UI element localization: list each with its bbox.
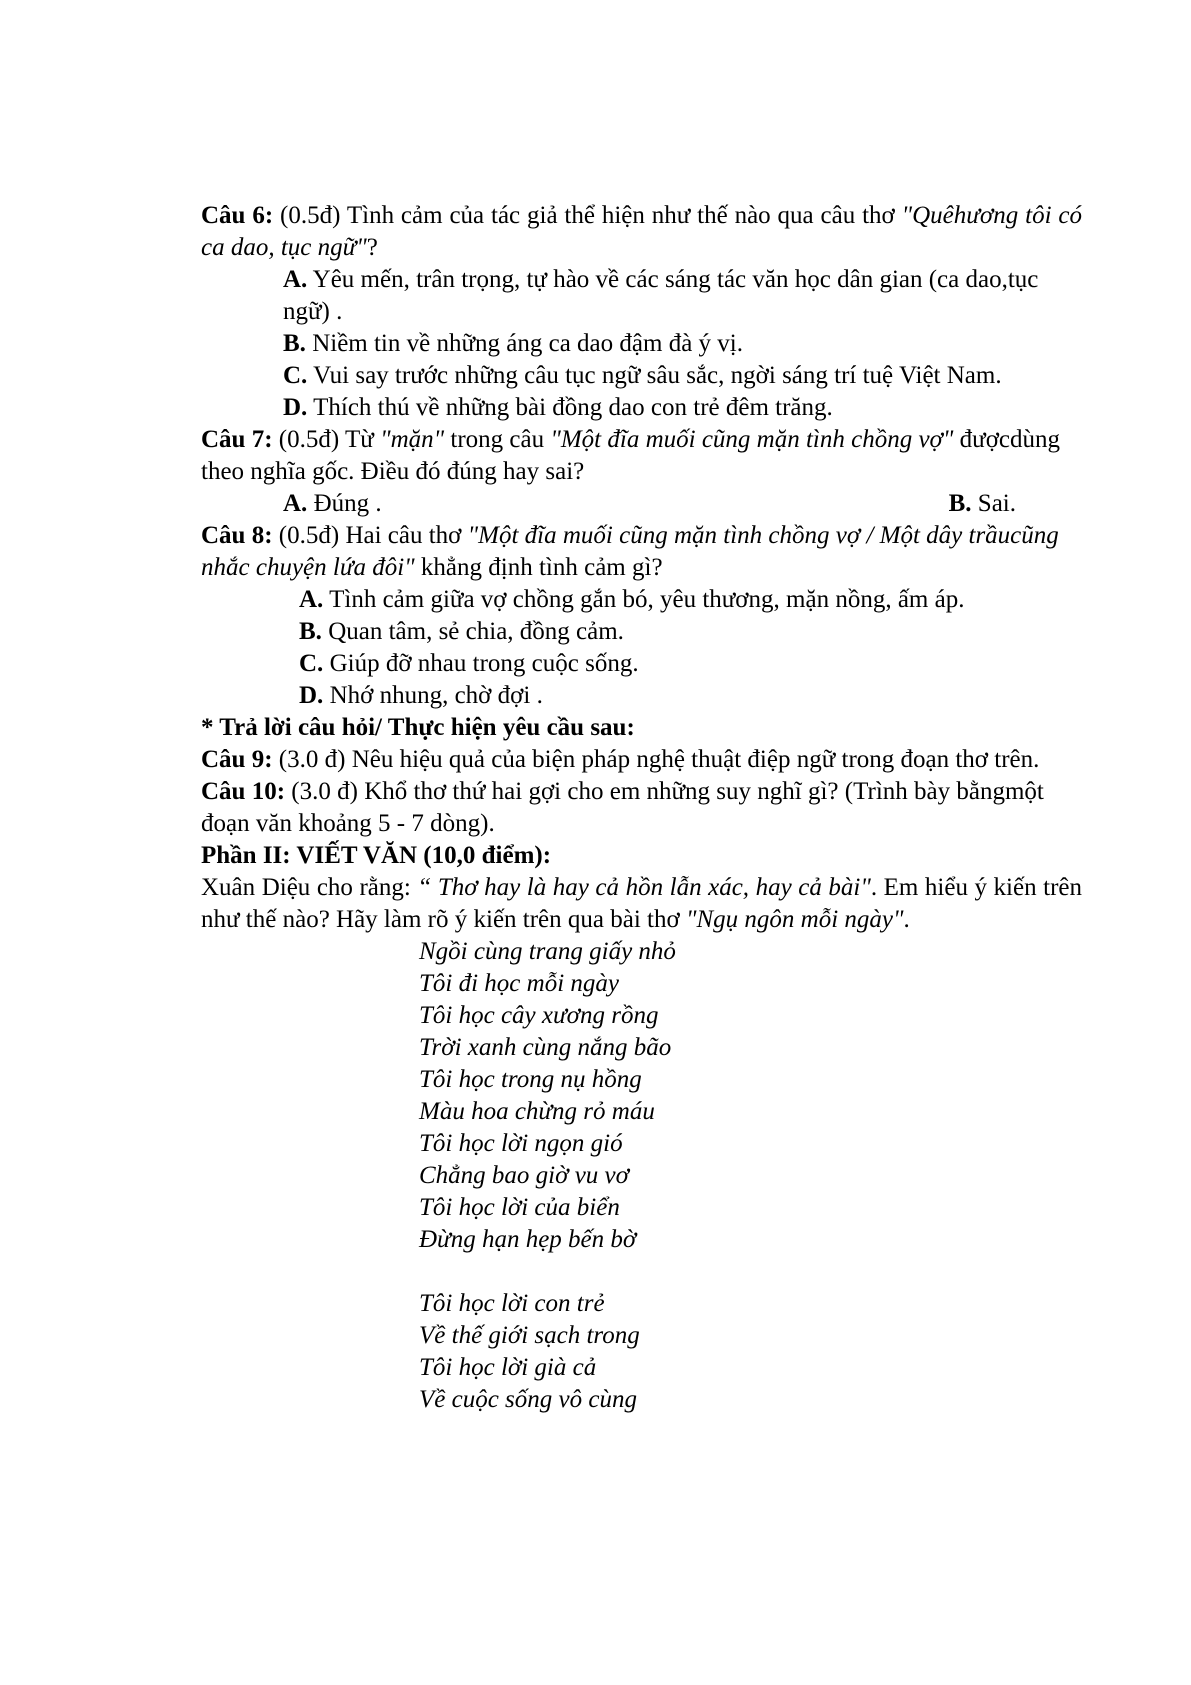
option-letter: B. (299, 618, 322, 645)
option-text: Vui say trước những câu tục ngữ sâu sắc, ngời sáng trí tuệ Việt Nam. (307, 362, 1002, 389)
option-a (201, 584, 1082, 616)
poem-line: Về cuộc sống vô cùng (419, 1386, 637, 1413)
question-8 (201, 520, 1082, 584)
quote: “ Thơ hay là hay cả hồn lẫn xác, hay cả bài" (417, 874, 871, 901)
poem-line: Tôi đi học mỗi ngày (419, 970, 619, 997)
question-label: Câu 6: (201, 202, 274, 229)
option-text: Sai. (971, 490, 1016, 517)
question-9 (201, 744, 1082, 776)
option-b (201, 616, 1082, 648)
true-false-options (201, 488, 1082, 520)
question-label: Câu 10: (201, 778, 286, 805)
option-text: Quan tâm, sẻ chia, đồng cảm. (321, 618, 624, 645)
option-a (201, 264, 1082, 328)
option-letter: A. (283, 266, 308, 293)
question-text: trong câu (444, 426, 551, 453)
instruction-heading (201, 712, 1082, 744)
quote: "Một đĩa muối cũng mặn tình chồng vợ / Một dây trầucũng nhắc chuyện lứa đôi" (201, 522, 1059, 581)
option-letter: A. (283, 490, 308, 517)
question-6 (201, 200, 1082, 264)
poem-line: Tôi học trong nụ hồng (419, 1066, 642, 1093)
option-text: Yêu mến, trân trọng, tự hào về các sáng tác văn học dân gian (ca dao,tục ngữ) . (283, 266, 1039, 325)
option-d (201, 680, 1082, 712)
poem (201, 936, 1082, 1416)
poem-line: Đừng hạn hẹp bến bờ (419, 1226, 637, 1253)
question-text: (3.0 đ) Nêu hiệu quả của biện pháp nghệ thuật điệp ngữ trong đoạn thơ trên. (272, 746, 1040, 773)
poem-line: Chẳng bao giờ vu vơ (419, 1162, 629, 1189)
option-d (201, 392, 1082, 424)
option-letter: D. (283, 394, 308, 421)
quote: "Quêhương tôi có ca dao, tục ngữ" (201, 202, 1082, 261)
poem-stanza-1 (419, 936, 1082, 1256)
quoted-word: "mặn" (380, 426, 445, 453)
option-text: Giúp đỡ nhau trong cuộc sống. (323, 650, 639, 677)
quote: "Một đĩa muối cũng mặn tình chồng vợ" (550, 426, 954, 453)
part-2-heading (201, 840, 1082, 872)
poem-stanza-2 (419, 1288, 1082, 1416)
poem-line: Tôi học lời của biển (419, 1194, 620, 1221)
option-text: Thích thú về những bài đồng dao con trẻ đêm trăng. (307, 394, 833, 421)
question-text: (0.5đ) Từ (272, 426, 381, 453)
question-text: (0.5đ) Hai câu thơ (272, 522, 468, 549)
poem-line: Ngồi cùng trang giấy nhỏ (419, 938, 676, 965)
option-a (283, 488, 382, 520)
prompt-text: Xuân Diệu cho rằng: (201, 874, 418, 901)
option-letter: B. (283, 330, 306, 357)
poem-line: Màu hoa chừng rỏ máu (419, 1098, 655, 1125)
poem-line: Trời xanh cùng nắng bão (419, 1034, 672, 1061)
poem-line: Tôi học cây xương rồng (419, 1002, 659, 1029)
poem-line: Tôi học lời con trẻ (419, 1290, 605, 1317)
question-label: Câu 8: (201, 522, 273, 549)
question-7 (201, 424, 1082, 488)
prompt-text-end: . (903, 906, 910, 933)
option-text: Đúng . (307, 490, 382, 517)
option-letter: C. (299, 650, 324, 677)
question-label: Câu 7: (201, 426, 273, 453)
question-text-end: ? (366, 234, 378, 261)
instruction-text: * Trả lời câu hỏi/ Thực hiện yêu cầu sau: (201, 714, 635, 741)
stanza-gap (419, 1256, 1082, 1288)
question-10 (201, 776, 1082, 840)
question-label: Câu 9: (201, 746, 273, 773)
option-text: Nhớ nhung, chờ đợi . (323, 682, 543, 709)
question-text: (0.5đ) Tình cảm của tác giả thể hiện như thế nào qua câu thơ (273, 202, 902, 229)
question-text-end: khẳng định tình cảm gì? (414, 554, 663, 581)
option-b (201, 328, 1082, 360)
question-text: (3.0 đ) Khổ thơ thứ hai gợi cho em những suy nghĩ gì? (Trình bày bằngmột đoạn văn khoảng 5 - 7 dòng). (201, 778, 1044, 837)
option-text: Niềm tin về những áng ca dao đậm đà ý vị. (305, 330, 743, 357)
option-c (201, 648, 1082, 680)
section-heading: Phần II: VIẾT VĂN (10,0 điểm): (201, 842, 552, 869)
option-letter: B. (948, 490, 972, 517)
poem-title: "Ngụ ngôn mỗi ngày" (685, 906, 904, 933)
poem-line: Về thế giới sạch trong (419, 1322, 640, 1349)
option-letter: A. (299, 586, 324, 613)
poem-line: Tôi học lời già cả (419, 1354, 597, 1381)
poem-line: Tôi học lời ngọn gió (419, 1130, 623, 1157)
question-text-end: đượcdùng theo nghĩa gốc. Điều đó đúng hay sai? (201, 426, 1061, 485)
option-c (201, 360, 1082, 392)
option-text: Tình cảm giữa vợ chồng gắn bó, yêu thương, mặn nồng, ấm áp. (323, 586, 965, 613)
option-letter: C. (283, 362, 308, 389)
essay-prompt (201, 872, 1082, 936)
exam-page (201, 200, 1082, 1416)
option-letter: D. (299, 682, 324, 709)
prompt-text: . Em hiểu ý kiến trên như thế nào? Hãy làm rõ ý kiến trên qua bài thơ (201, 874, 1082, 933)
option-b (949, 488, 1016, 520)
